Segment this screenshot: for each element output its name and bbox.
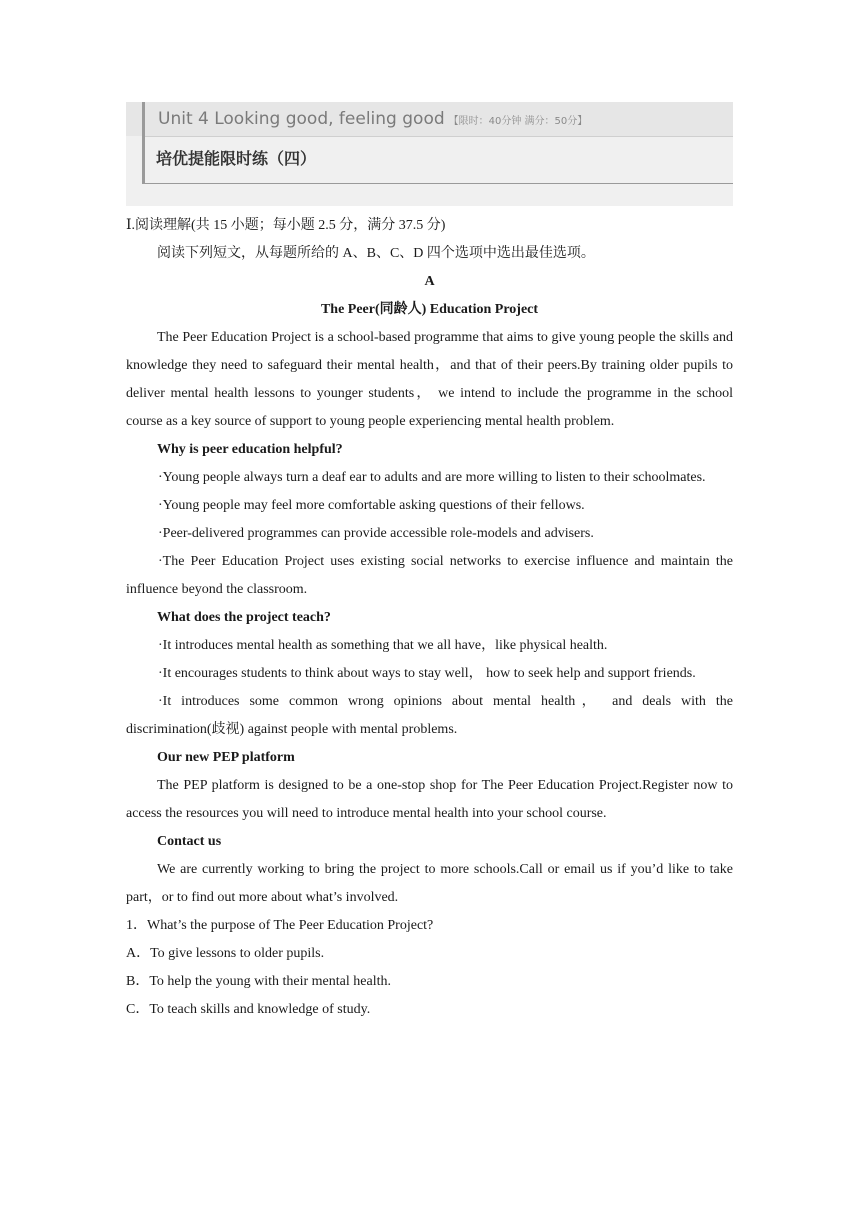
contact-paragraph: We are currently working to bring the project to more schools.Call or email us if you’d like to take part，or to find out more about what’s involved. (126, 862, 733, 905)
passage-title: The Peer(同龄人) Education Project (320, 302, 539, 317)
bullet-item: ·The Peer Education Project uses existing social networks to exercise influence and maintain the influence beyond the classroom. (126, 554, 733, 597)
heading-what-teach: What does the project teach? (157, 610, 331, 625)
passage-letter: A (424, 274, 435, 289)
heading-why-helpful: Why is peer education helpful? (157, 442, 343, 457)
bullet-item: ·Peer-delivered programmes can provide accessible role-models and advisers. (158, 526, 594, 541)
option-c: C．To teach skills and knowledge of study. (126, 1002, 371, 1017)
bullet-item: ·Young people may feel more comfortable asking questions of their fellows. (158, 498, 585, 513)
section-label: Ⅰ.阅读理解(共 15 小题；每小题 2.5 分，满分 37.5 分) (126, 218, 446, 233)
bullet-item: ·Young people always turn a deaf ear to adults and are more willing to listen to their schoolmates. (158, 470, 706, 485)
bullet-item: ·It encourages students to think about ways to stay well， how to seek help and support friends. (158, 666, 696, 681)
heading-contact: Contact us (157, 834, 222, 849)
practice-title: 培优提能限时练（四） (156, 149, 317, 168)
banner-divider (142, 136, 733, 137)
unit-title (158, 109, 587, 129)
banner-horizontal-rule (142, 183, 733, 184)
bullet-item: ·It introduces mental health as something that we all have，like physical health. (158, 638, 608, 653)
unit-banner (126, 102, 733, 206)
section-instruction: 阅读下列短文，从每题所给的 A、B、C、D 四个选项中选出最佳选项。 (157, 246, 595, 261)
unit-time-score-note: 【限时：40分钟 满分：50分】 (448, 116, 588, 127)
heading-pep-platform: Our new PEP platform (157, 750, 295, 765)
document-body (126, 212, 733, 1024)
unit-title-text: Unit 4 Looking good, feeling good (158, 109, 445, 129)
passage-intro: The Peer Education Project is a school-based programme that aims to give young people the skills and knowledge they need to safeguard their mental health，and that of their peers.By training older pupils to deliver mental health lessons to younger students， we intend to include the programme in the school course as a key source of support to young people experiencing mental health problem. (126, 330, 733, 429)
banner-vertical-rule (142, 102, 145, 184)
platform-paragraph: The PEP platform is designed to be a one-stop shop for The Peer Education Project.Register now to access the resources you will need to introduce mental health into your school course. (126, 778, 733, 821)
question-stem: 1．What’s the purpose of The Peer Education Project? (126, 918, 434, 933)
bullet-item: ·It introduces some common wrong opinions about mental health， and deals with the discrimination(歧视) against people with mental problems. (126, 694, 733, 737)
option-a: A．To give lessons to older pupils. (126, 946, 325, 961)
option-b: B．To help the young with their mental health. (126, 974, 391, 989)
